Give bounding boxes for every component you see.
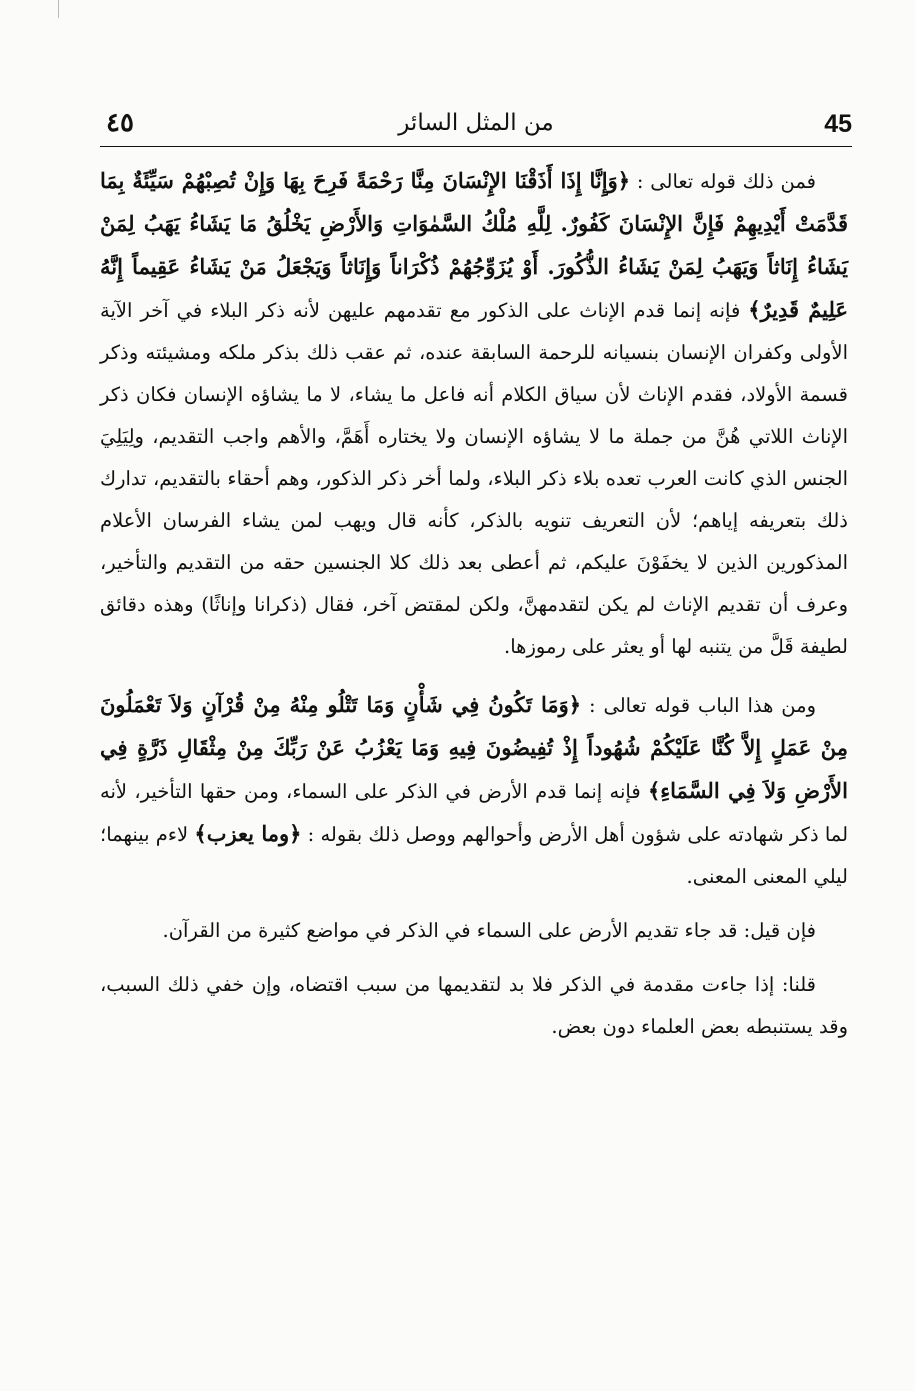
quranic-quote: ﴿وَمَا تَكُونُ فِي شَأْنٍ وَمَا تَتْلُو مِنْهُ مِنْ قُرْآنٍ وَلاَ تَعْمَلُونَ مِنْ عَمَلٍ إِلاَّ كُنَّا عَلَيْكُمْ شُهُوداً إِذْ تُفِيضُونَ فِيهِ وَمَا يَعْزُبُ عَنْ رَبِّكَ مِنْ مِثْقَالِ ذَرَّةٍ فِي الأَرْضِ وَلاَ فِي السَّمَاءِ﴾ bbox=[100, 692, 848, 803]
text-run: ومن هذا الباب قوله تعالى : bbox=[581, 694, 816, 717]
text-run: فمن ذلك قوله تعالى : bbox=[630, 170, 816, 193]
paragraph bbox=[100, 964, 848, 1048]
text-run: لاءم بينهما؛ ليلي المعنى المعنى. bbox=[100, 823, 848, 888]
page-number-latin: 45 bbox=[824, 110, 852, 138]
text-run: قلنا: إذا جاءت مقدمة في الذكر فلا بد لتقديمها من سبب اقتضاه، وإن خفي ذلك السبب، وقد يستنبطه بعض العلماء دون بعض. bbox=[100, 973, 848, 1038]
text-run: فإنه إنما قدم الأرض في الذكر على السماء، ومن حقها التأخير، لأنه لما ذكر شهادته على شؤون أهل الأرض وأحوالهم ووصل ذلك بقوله : bbox=[100, 780, 849, 846]
text-run: فإنه إنما قدم الإناث على الذكور مع تقدمهم عليهن لأنه ذكر البلاء في آخر الآية الأولى وكفران الإنسان بنسيانه للرحمة السابقة عنده، ثم عقب ذلك بذكر ملكه ومشيئته وذكر قسمة الأولاد، فقدم الإناث لأن سياق الكلام أنه فاعل ما يشاء، لا ما يشاؤه الإنسان فكان ذكر الإناث اللاتي هُنَّ من جملة ما لا يشاؤه الإنسان ولا يختاره أَهَمَّ، والأهم واجب التقديم، ولِيَلِيَ الجنس الذي كانت العرب تعده بلاء ذكر البلاء، ولما أخر ذكر الذكور، وهم أحقاء بالتقديم، تدارك ذلك بتعريفه إياهم؛ لأن التعريف تنويه بالذكر، كأنه قال ويهب لمن يشاء الفرسان الأعلام المذكورين الذين لا يخفَوْنَ عليكم، ثم أعطى بعد ذلك كلا الجنسين حقه من التقديم والتأخير، وعرف أن تقديم الإناث لم يكن لتقدمهنَّ، ولكن لمقتض آخر، فقال (ذكرانا وإناثًا) وهذه دقائق لطيفة قَلَّ من يتنبه لها أو يعثر على رموزها. bbox=[100, 299, 848, 658]
scan-mark bbox=[58, 0, 61, 18]
body-text bbox=[100, 160, 848, 1048]
quranic-quote: ﴿وَإِنَّا إِذَا أَذَقْنَا الإِنْسَانَ مِنَّا رَحْمَةً فَرِحَ بِهَا وَإِنْ تُصِبْهُمْ سَيِّئَةٌ بِمَا قَدَّمَتْ أَيْدِيهِمْ فَإِنَّ الإِنْسَانَ كَفُورٌ. لِلَّهِ مُلْكُ السَّمٰوَاتِ وَالأَرْضِ يَخْلُقُ مَا يَشَاءُ يَهَبُ لِمَنْ يَشَاءُ إِنَاثاً وَيَهَبُ لِمَنْ يَشَاءُ الذُّكُورَ. أَوْ يُزَوِّجُهُمْ ذُكْرَاناً وَإِنَاثاً وَيَجْعَلُ مَنْ يَشَاءُ عَقِيماً إِنَّهُ عَلِيمٌ قَدِيرٌ﴾ bbox=[100, 168, 848, 322]
paragraph bbox=[100, 160, 848, 668]
paragraph bbox=[100, 910, 848, 952]
paragraph bbox=[100, 684, 848, 898]
running-title: من المثل السائر bbox=[398, 110, 554, 136]
quranic-quote: ﴿وما يعزب﴾ bbox=[194, 821, 302, 846]
header-rule bbox=[100, 146, 852, 147]
page-number-arabic: ٤٥ bbox=[106, 108, 134, 138]
page-header bbox=[100, 108, 852, 144]
text-run: فإن قيل: قد جاء تقديم الأرض على السماء في الذكر في مواضع كثيرة من القرآن. bbox=[162, 919, 816, 942]
